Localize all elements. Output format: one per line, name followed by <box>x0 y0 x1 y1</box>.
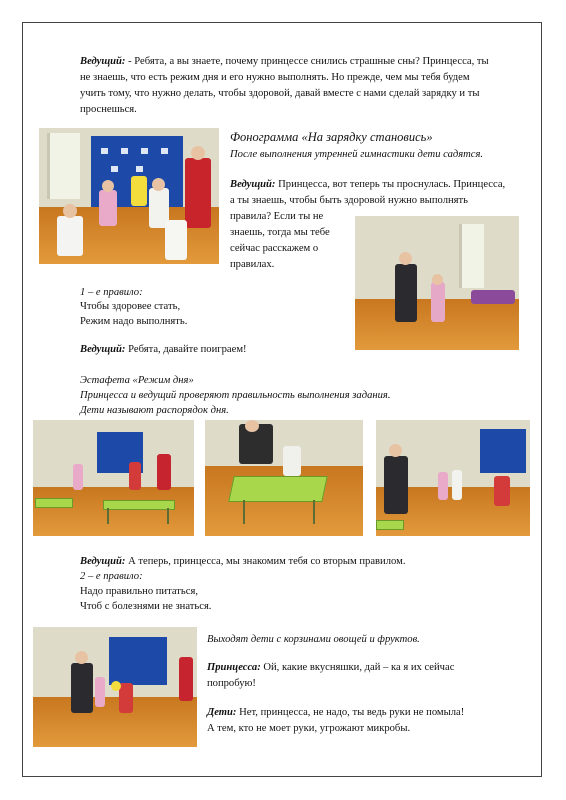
photo-relay-2 <box>205 420 363 536</box>
para1-line-2: не знаешь, что есть режим дня и его нужно выполнять. Но прежде, чем мы тебя будем <box>80 72 470 83</box>
photo-vegetable-baskets <box>33 627 197 747</box>
rule1-line-1: Чтобы здоровее стать, <box>80 301 181 312</box>
rule1-title: 1 – е правило: <box>80 287 143 298</box>
speaker-label: Ведущий: <box>80 344 126 355</box>
para4: Ведущий: А теперь, принцесса, мы знакомим тебя со вторым правилом. <box>80 556 406 567</box>
rule2-line-2: Чтоб с болезнями не знаться. <box>80 601 212 612</box>
rule2-line-1: Надо правильно питаться, <box>80 586 198 597</box>
speaker-label: Ведущий: <box>80 56 126 67</box>
relay-line-1: Принцесса и ведущий проверяют правильность выполнения задания. <box>80 390 391 401</box>
speaker-label: Дети: <box>207 707 237 718</box>
speaker-label: Ведущий: <box>230 179 276 190</box>
relay-line-2: Дети называют распорядок дня. <box>80 405 229 416</box>
children-line-2: А тем, кто не моет руки, угрожают микробы. <box>207 723 411 734</box>
after-gym-note: После выполнения утренней гимнастики дети садятся. <box>230 149 484 160</box>
princess-line-1: Принцесса: Ой, какие вкусняшки, дай – ка я их сейчас <box>207 662 455 673</box>
rule1-line-2: Режим надо выполнять. <box>80 316 188 327</box>
relay-title: Эстафета «Режим дня» <box>80 375 194 386</box>
rule2-title: 2 – е правило: <box>80 571 143 582</box>
para1-line-1: Ведущий: - Ребята, а вы знаете, почему принцессе снились страшные сны? Принцесса, ты <box>80 56 489 67</box>
princess-line-2: попробую! <box>207 678 256 689</box>
speaker-label: Принцесса: <box>207 662 261 673</box>
para3: Ведущий: Ребята, давайте поиграем! <box>80 344 247 355</box>
phonogram-title: Фонограмма «На зарядку становись» <box>230 130 433 144</box>
para2-line-5: сейчас расскажем о <box>230 243 319 254</box>
kids-come-note: Выходят дети с корзинами овощей и фруктов. <box>207 634 420 645</box>
para2-line-3: правила? Если ты не <box>230 211 324 222</box>
speaker-label: Ведущий: <box>80 556 126 567</box>
photo-relay-3 <box>376 420 530 536</box>
para2-line-1: Ведущий: Принцесса, вот теперь ты проснулась. Принцесса, <box>230 179 506 190</box>
para2-line-2: а ты знаешь, чтобы быть здоровой нужно выполнять <box>230 195 468 206</box>
photo-teacher-and-princess <box>355 216 519 350</box>
para2-line-4: знаешь, тогда мы тебе <box>230 227 330 238</box>
photo-relay-1 <box>33 420 194 536</box>
para1-line-3: учить тому, что нужно делать, чтобы здоровой, давай вместе с нами сделай зарядку и ты <box>80 88 480 99</box>
photo-morning-exercise <box>39 128 219 264</box>
para1-line-4: проснешься. <box>80 104 137 115</box>
para2-line-6: правилах. <box>230 259 275 270</box>
children-line-1: Дети: Нет, принцесса, не надо, ты ведь руки не помыла! <box>207 707 465 718</box>
